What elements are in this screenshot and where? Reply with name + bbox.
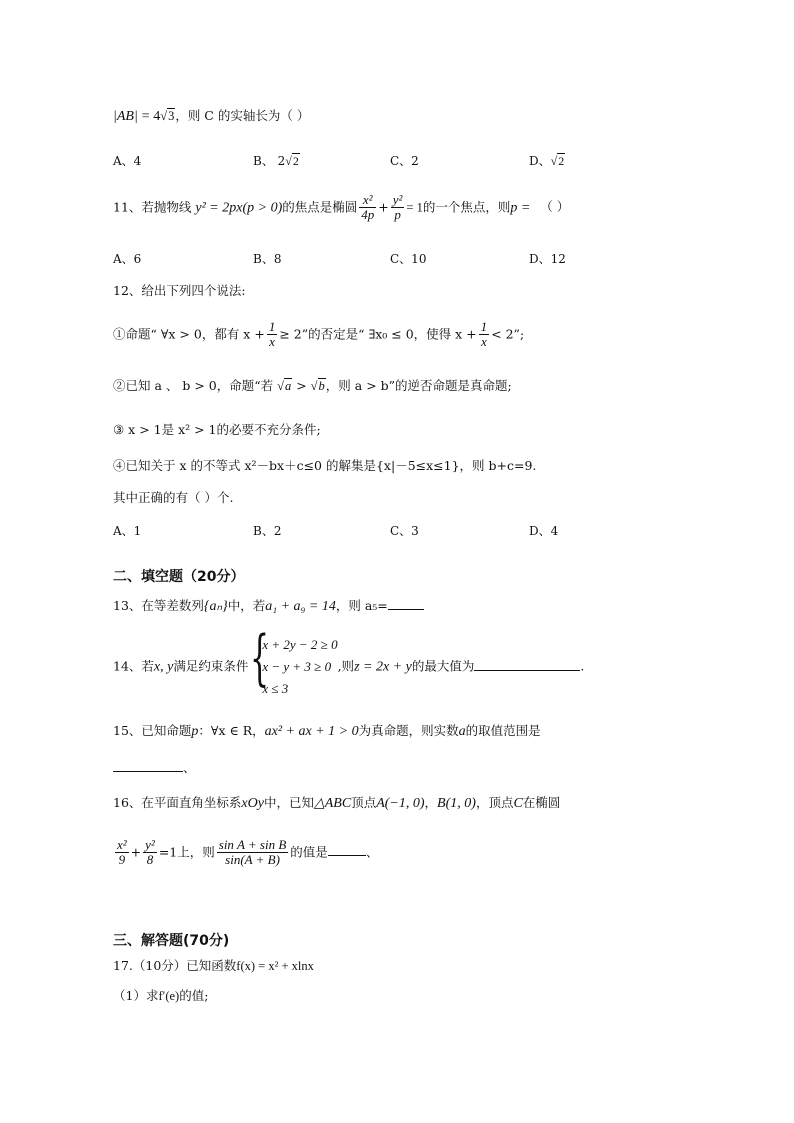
answer-blank[interactable]: [388, 609, 424, 610]
answer-blank[interactable]: [113, 771, 183, 772]
q10-option-d[interactable]: D、√2: [529, 154, 565, 168]
q11-option-b[interactable]: B、8: [253, 252, 282, 266]
q10-tail: [113, 108, 309, 126]
question-11: 11、若抛物线 y² = 2px(p > 0)的焦点是椭圆 $\frac{\text{x²}}{4p}$ + $\frac{\text{y²}}{p}$ = 1的一个焦点，则p = （ ）: [113, 192, 570, 223]
q10-text: ，则 C 的实轴长为（ ）: [175, 108, 310, 123]
sqrt-3: √3: [160, 109, 175, 123]
q12-statement-3: ③ x > 1是 x² > 1的必要不充分条件;: [113, 422, 321, 437]
q15-answer-line: 、: [113, 760, 196, 775]
fraction: $\frac{\text{sin A + sin B}}{\sin(A + B)}$: [218, 837, 287, 868]
fraction: $\frac{\text{x²}}{9}$: [117, 837, 127, 868]
answer-blank[interactable]: [474, 670, 580, 671]
answer-blank[interactable]: [328, 855, 366, 856]
fraction: $\frac{\text{y²}}{8}$: [145, 837, 155, 868]
fraction: $\frac{\text{y²}}{p}$: [392, 192, 403, 223]
question-16: 16、在平面直角坐标系xOy中，已知△ABC顶点A(−1, 0)，B(1, 0)，顶点C在椭圆: [113, 795, 561, 811]
q10-option-c[interactable]: C、2: [390, 154, 419, 168]
q17-part-1: （1）求f′(e)的值;: [113, 988, 209, 1003]
q12-option-c[interactable]: C、3: [390, 524, 419, 538]
q12-option-a[interactable]: A、1: [113, 524, 142, 538]
q11-option-d[interactable]: D、12: [529, 252, 566, 266]
q12-question: 其中正确的有（ ）个.: [113, 490, 234, 505]
q12-option-b[interactable]: B、2: [253, 524, 282, 538]
question-12-head: 12、给出下列四个说法:: [113, 283, 246, 298]
fraction: $\frac{1}{x}$: [268, 319, 276, 350]
q12-statement-1: ①命题“ ∀x > 0，都有 x + $\frac{1}{x}$ ≥ 2”的否定是“ ∃x₀ ≤ 0，使得 x + $\frac{1}{x}$ < 2”;: [113, 319, 525, 350]
eq: = 4: [141, 109, 161, 124]
q10-option-b[interactable]: B、 2√2: [253, 154, 299, 168]
section-2-title: 二、填空题（20分）: [113, 569, 245, 585]
q12-option-d[interactable]: D、4: [529, 524, 559, 538]
q11-option-a[interactable]: A、6: [113, 252, 142, 266]
constraint-system: { x + 2y − 2 ≥ 0 x − y + 3 ≥ 0 x ≤ 3: [250, 623, 338, 696]
question-13: 13、在等差数列{aₙ}中，若a₁ + a₉ = 14，则 a₅=: [113, 598, 424, 616]
question-14: 14、若x, y满足约束条件 { x + 2y − 2 ≥ 0 x − y + 3 ≥ 0 x ≤ 3 ,则z = 2x + y的最大值为 .: [113, 634, 584, 700]
section-3-title: 三、解答题(70分): [113, 933, 230, 949]
q10-option-a[interactable]: A、4: [113, 154, 142, 168]
q11-option-c[interactable]: C、10: [390, 252, 427, 266]
abs-ab: |AB|: [113, 109, 138, 124]
q12-statement-2: ②已知 a 、 b > 0，命题“若 √a > √b，则 a > b”的逆否命题是真命题;: [113, 378, 512, 393]
q12-statement-4: ④已知关于 x 的不等式 x²－bx＋c≤0 的解集是{x|－5≤x≤1}，则 b+c=9.: [113, 458, 537, 473]
question-17: 17.（10分）已知函数f(x) = x² + xlnx: [113, 958, 314, 973]
fraction: $\frac{1}{x}$: [480, 319, 488, 350]
question-16-cont: $\frac{\text{x²}}{9}$ + $\frac{\text{y²}}{8}$ =1上，则 $\frac{\text{sin A + sin B}}{\sin(A + B)}$ 的值是 、: [117, 837, 379, 868]
fraction: $\frac{\text{x²}}{4p}$: [361, 192, 375, 223]
question-15: 15、已知命题p：∀x ∈ R，ax² + ax + 1 > 0为真命题，则实数a的取值范围是: [113, 723, 541, 739]
